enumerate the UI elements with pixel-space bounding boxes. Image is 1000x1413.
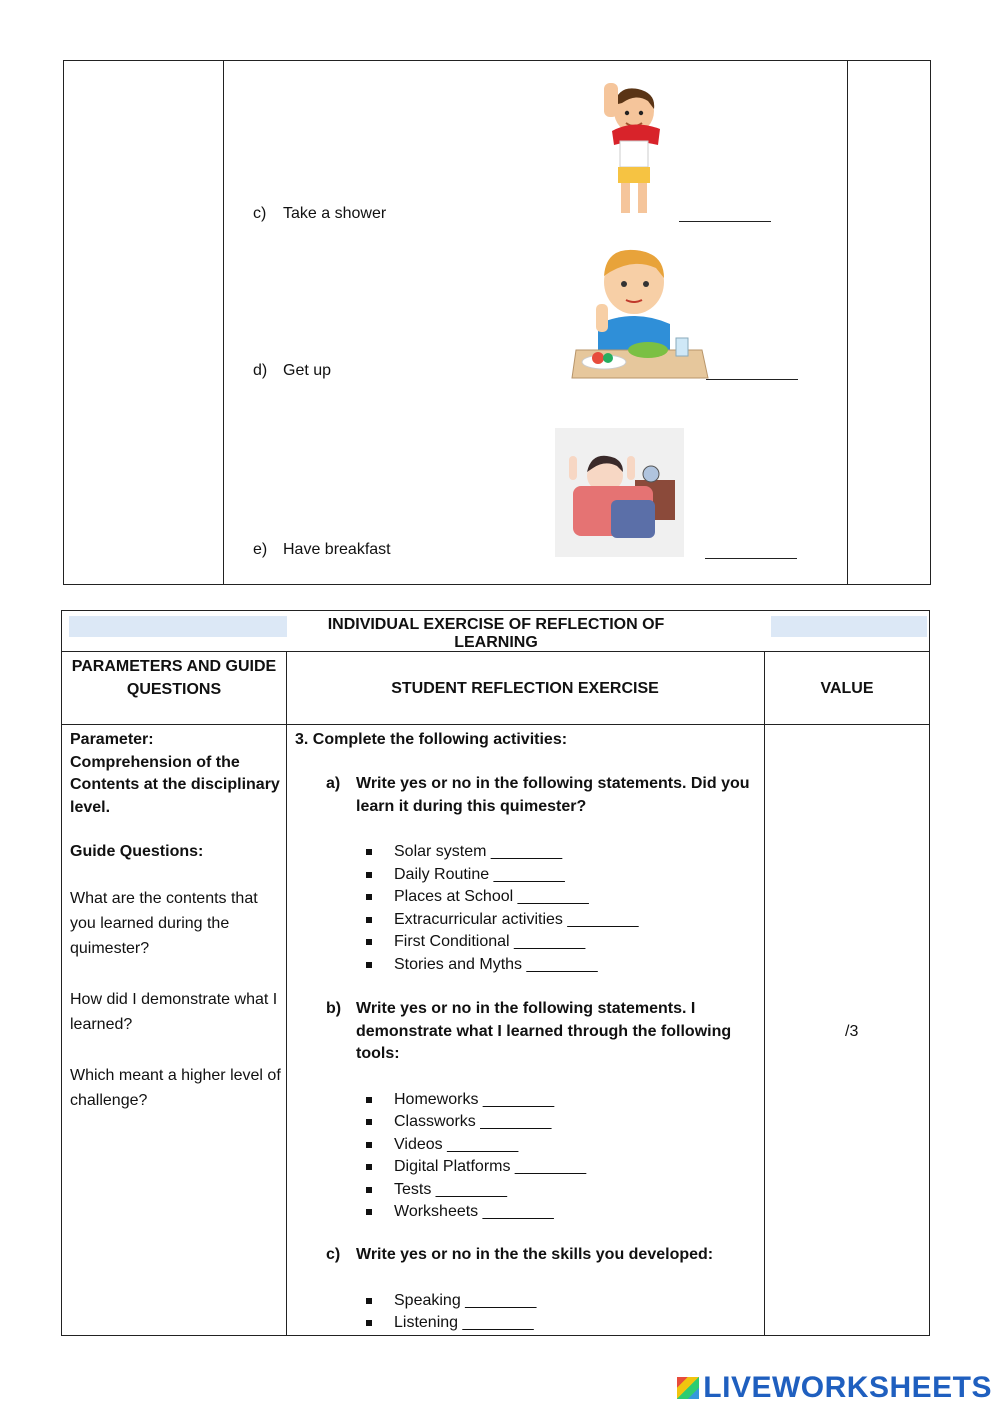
list-item[interactable]: Tests ________ (394, 1179, 756, 1202)
logo-icon (677, 1377, 699, 1399)
parameter-text: Comprehension of the Contents at the disciplinary level. (70, 753, 280, 816)
activity-item: c) Take a shower (253, 205, 387, 222)
girl-waking-in-bed-illustration (555, 428, 684, 557)
reflection-title: INDIVIDUAL EXERCISE OF REFLECTION OF LEARNING (327, 616, 665, 651)
section-letter: c) (326, 1246, 341, 1263)
section-letter: a) (326, 775, 341, 792)
list-item[interactable]: Listening ________ (394, 1312, 760, 1335)
parameters-column-header: PARAMETERS AND GUIDE QUESTIONS (71, 658, 277, 698)
column-divider (764, 651, 765, 1335)
list-item[interactable]: Extracurricular activities ________ (394, 909, 760, 932)
list-item[interactable]: Worksheets ________ (394, 1201, 756, 1224)
exercise-column-header: STUDENT REFLECTION EXERCISE (391, 680, 659, 697)
guide-questions-title: Guide Questions: (70, 843, 204, 860)
activity-label: Have breakfast (283, 541, 391, 558)
column-divider (223, 61, 224, 584)
activities-table (63, 60, 931, 585)
guide-question: What are the contents that you learned during the quimester? (70, 889, 258, 957)
section-b (326, 998, 756, 1224)
answer-blank[interactable] (679, 221, 771, 222)
checklist (394, 1089, 756, 1224)
guide-question: How did I demonstrate what I learned? (70, 990, 278, 1033)
activity-label: Take a shower (283, 205, 387, 222)
section-prompt: Write yes or no in the following statements. I demonstrate what I learned through the following tools: (356, 1000, 732, 1062)
header-shading (69, 616, 287, 637)
parameters-cell (70, 729, 284, 1113)
parameter-label: Parameter: (70, 731, 154, 748)
row-divider (62, 724, 929, 725)
guide-question: Which meant a higher level of challenge? (70, 1066, 281, 1109)
section-prompt: Write yes or no in the the skills you developed: (356, 1246, 714, 1263)
section-letter: b) (326, 1000, 342, 1017)
section-prompt: Write yes or no in the following statements. Did you learn it during this quimester? (356, 775, 750, 815)
header-shading (771, 616, 927, 637)
list-item[interactable]: Places at School ________ (394, 886, 760, 909)
section-c (326, 1244, 760, 1335)
list-item[interactable]: First Conditional ________ (394, 931, 760, 954)
column-divider (286, 651, 287, 1335)
section-a (326, 773, 760, 976)
value-column-header: VALUE (820, 680, 874, 697)
instruction: 3. Complete the following activities: (295, 731, 568, 748)
checklist (394, 1290, 760, 1335)
checklist (394, 841, 760, 976)
column-divider (847, 61, 848, 584)
activity-item: d) Get up (253, 362, 332, 379)
list-item[interactable]: Daily Routine ________ (394, 864, 760, 887)
answer-blank[interactable] (705, 558, 797, 559)
child-eating-breakfast-illustration (570, 246, 710, 380)
score-value: /3 (845, 1023, 859, 1040)
activity-item: e) Have breakfast (253, 541, 391, 558)
answer-blank[interactable] (706, 379, 798, 380)
activity-label: Get up (283, 362, 332, 379)
list-item[interactable]: Solar system ________ (394, 841, 760, 864)
liveworksheets-logo[interactable]: LIVEWORKSHEETS (677, 1371, 992, 1405)
list-item[interactable]: Speaking ________ (394, 1290, 760, 1313)
list-item[interactable]: Digital Platforms ________ (394, 1156, 756, 1179)
child-taking-off-shirt-illustration (598, 83, 670, 221)
list-item[interactable]: Homeworks ________ (394, 1089, 756, 1112)
list-item[interactable]: Stories and Myths ________ (394, 954, 760, 977)
list-item[interactable]: Videos ________ (394, 1134, 756, 1157)
list-item[interactable]: Classworks ________ (394, 1111, 756, 1134)
